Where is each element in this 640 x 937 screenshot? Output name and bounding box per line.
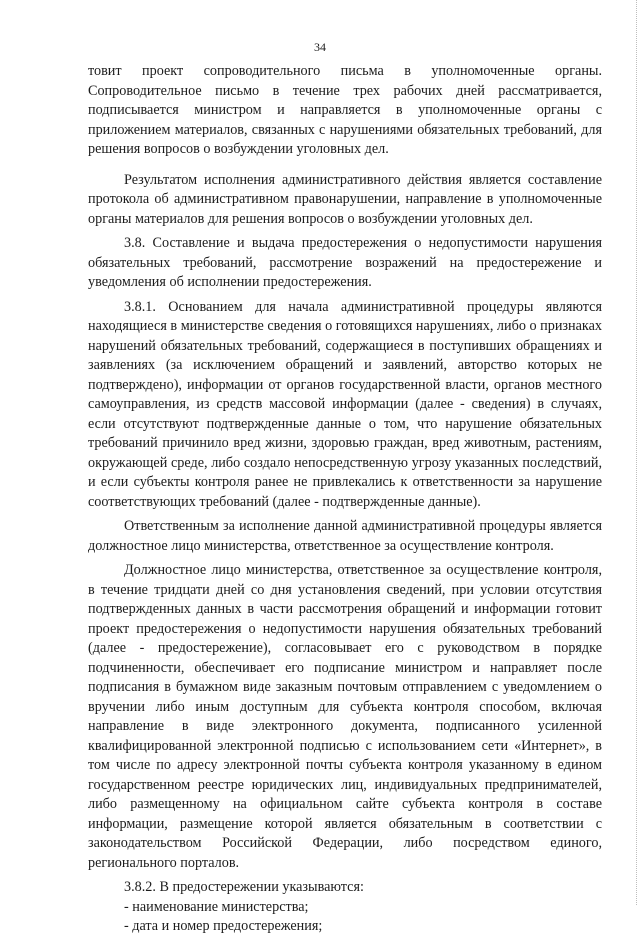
paragraph-continuation: товит проект сопроводительного письма в уполномоченные органы. Сопроводительное письмо в течение трех рабочих дней рассматривается, подписывается министром и направляется в уполномоченные органы с приложением материалов, связанных с нарушениями обязательных требований, для решения вопросов о возбуждении уголовных дел.: [88, 63, 602, 157]
document-body: [88, 62, 602, 937]
page-number: 34: [314, 40, 326, 54]
page-margin-line: [635, 0, 637, 905]
paragraph-3-8-2: 3.8.2. В предостережении указываются:: [124, 879, 364, 895]
list-item: - наименование министерства;: [124, 898, 309, 915]
list-item: - дата и номер предостережения;: [124, 918, 323, 934]
paragraph-result: Результатом исполнения административного действия является составление протокола об административном правонарушении, направление в уполномоченные органы материалов для решения вопросов о возбуждении уголовных дел.: [88, 171, 602, 227]
paragraph-3-8-1: 3.8.1. Основанием для начала административной процедуры являются находящиеся в министерстве сведения о готовящихся нарушениях, либо о признаках нарушений обязательных требований, содержащиеся в поступивших обращениях и заявлениях (за исключением обращений и заявлений, авторство которых не подтверждено), информации от органов государственной власти, органов местного самоуправления, из средств массовой информации (далее - сведения) в случаях, если отсутствуют подтвержденные данные о том, что нарушение обязательных требований причинило вред жизни, здоровью граждан, вред животным, растениям, окружающей среде, либо создало непосредственную угрозу указанных последствий, и если субъекты контроля ранее не привлекались к ответственности за нарушение соответствующих требований (далее - подтвержденные данные).: [88, 298, 602, 510]
paragraph-responsible: Ответственным за исполнение данной административной процедуры является должностное лицо министерства, ответственное за осуществление контроля.: [88, 518, 602, 554]
paragraph-official-duties: Должностное лицо министерства, ответственное за осуществление контроля, в течение тридцати дней со дня установления сведений, при условии отсутствия подтвержденных данных в части рассмотрения обращений и информации готовит проект предостережения о недопустимости нарушения обязательных требований (далее - предостережение), согласовывает его с руководством в порядке подчиненности, обеспечивает его подписание министром и направляет после подписания в бумажном виде заказным почтовым отправлением с уведомлением о вручении либо иным доступным для субъекта контроля способом, включая направление в виде электронного документа, подписанного усиленной квалифицированной электронной подписью с использованием сети «Интернет», в том числе по адресу электронной почты субъекта контроля указанному в едином государственном реестре юридических лиц, индивидуальных предпринимателей, либо размещенному на официальном сайте субъекта контроля в составе информации, размещение которой является обязательным в соответствии с законодательством Российской Федерации, либо посредством единого, регионального порталов.: [88, 562, 602, 871]
section-heading-3-8: 3.8. Составление и выдача предостережения о недопустимости нарушения обязательных требований, рассмотрение возражений на предостережение и уведомления об исполнении предостережения.: [88, 235, 602, 290]
